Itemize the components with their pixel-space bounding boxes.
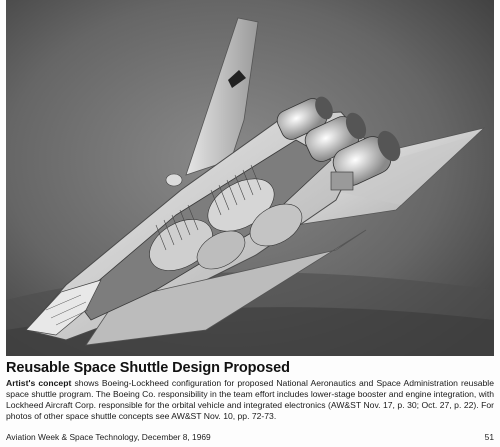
- shuttle-illustration: [6, 0, 494, 356]
- publication-line: Aviation Week & Space Technology, December 8, 1969: [6, 432, 211, 442]
- article-headline: Reusable Space Shuttle Design Proposed: [6, 360, 290, 376]
- caption-body: shows Boeing-Lockheed configuration for proposed National Aeronautics and Space Administration reusable space shuttle program. The Boeing Co. responsibility in the team effort includes lower-stage booster and engine integration, with Lockheed Aircraft Corp. responsible for the orbital vehicle and integrated electronics (AW&ST Nov. 17, p. 30; Oct. 27, p. 22). For photos of other space shuttle concepts see AW&ST Nov. 10, pp. 72-73.: [6, 378, 494, 421]
- page-number: 51: [484, 432, 494, 442]
- caption-lead: Artist's concept: [6, 378, 72, 388]
- photo-caption: [6, 378, 494, 422]
